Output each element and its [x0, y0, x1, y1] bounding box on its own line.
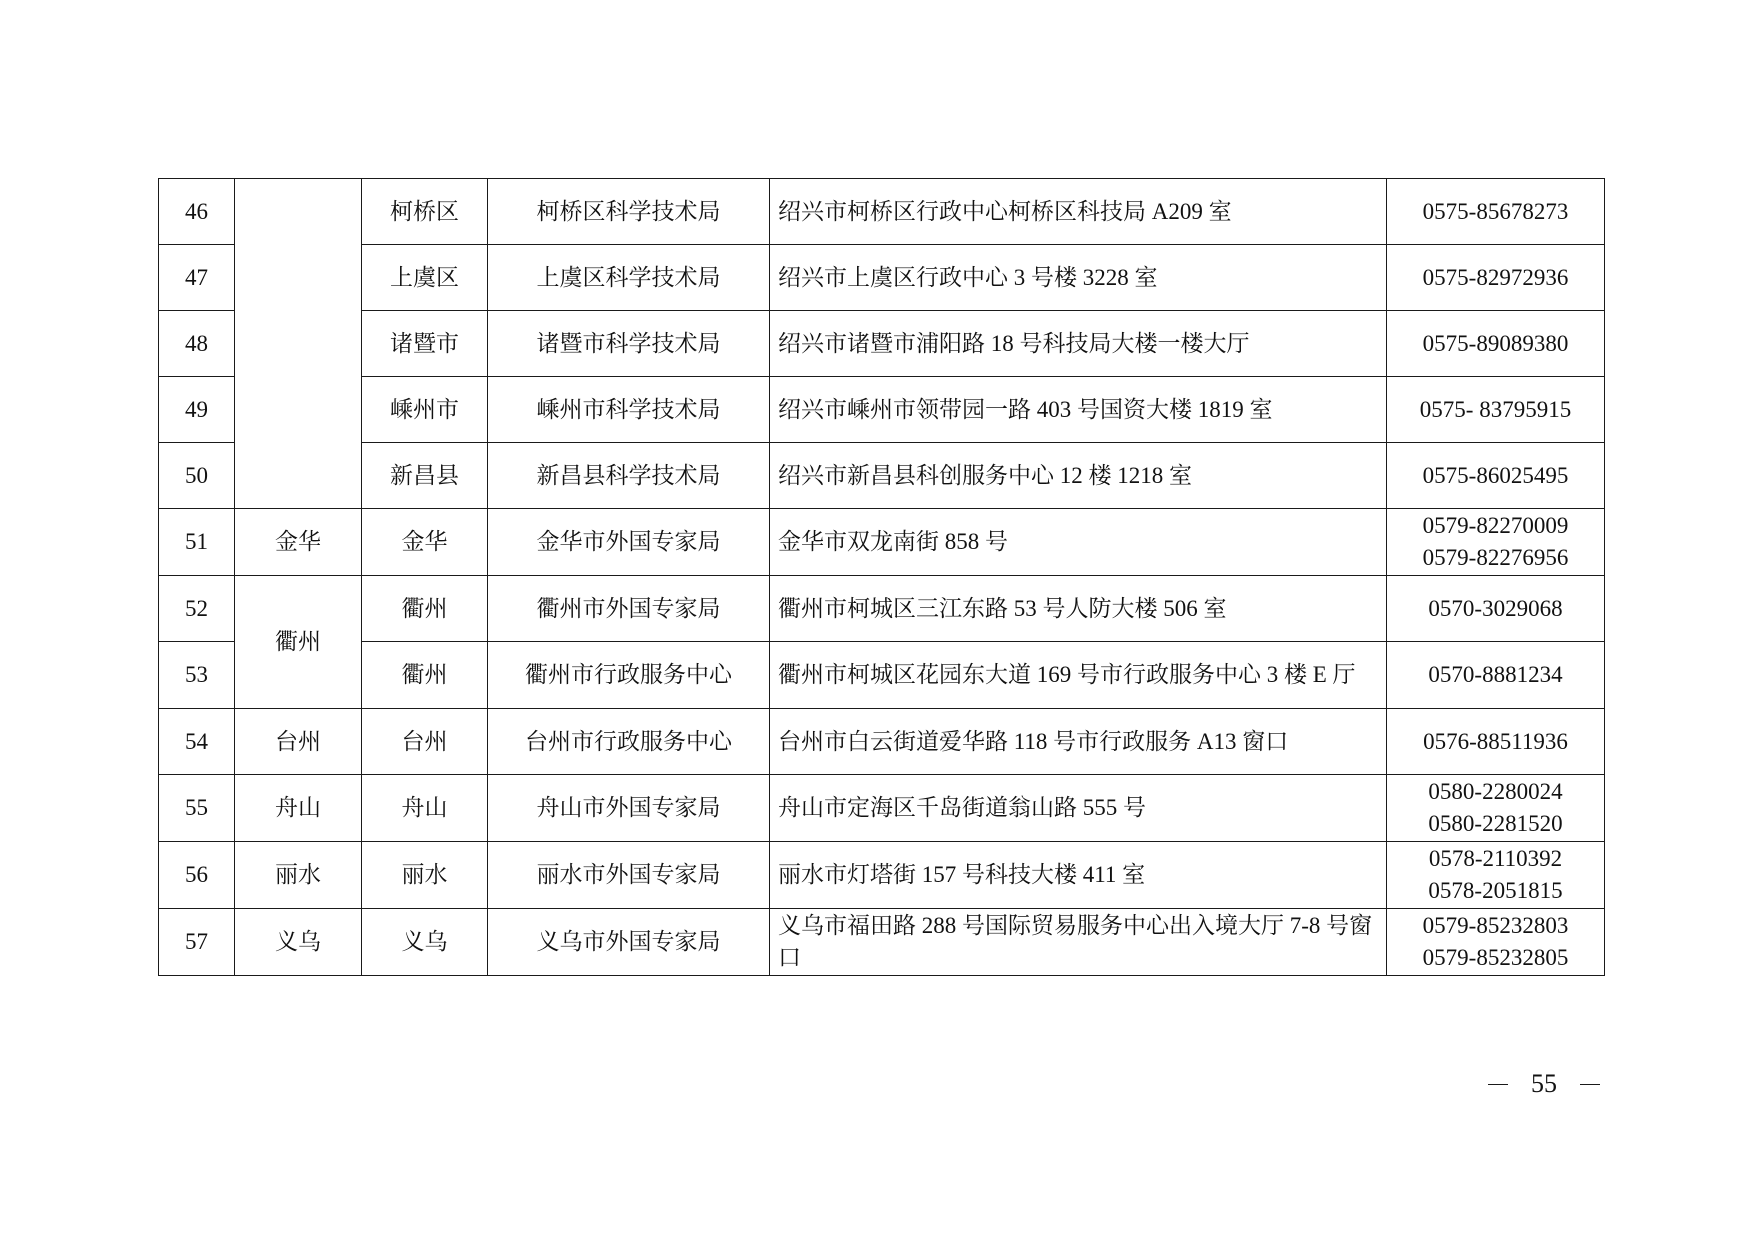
table-row [159, 443, 1605, 509]
phone-number: 0575-82972936 [1422, 264, 1569, 290]
phone-cell [1387, 245, 1605, 311]
address-cell: 绍兴市新昌县科创服务中心 12 楼 1218 室 [770, 443, 1387, 509]
address-cell: 舟山市定海区千岛街道翁山路 555 号 [770, 775, 1387, 842]
row-number: 56 [159, 842, 235, 909]
phone-number: 0579-82270009 [1422, 513, 1569, 539]
address-cell: 衢州市柯城区三江东路 53 号人防大楼 506 室 [770, 576, 1387, 642]
organization-cell: 柯桥区科学技术局 [488, 179, 770, 245]
page-number-text: 55 [1531, 1069, 1557, 1098]
contact-table [158, 178, 1605, 976]
phone-cell [1387, 642, 1605, 709]
table-row [159, 909, 1605, 976]
phone-cell [1387, 311, 1605, 377]
phone-cell [1387, 709, 1605, 775]
district-cell: 新昌县 [362, 443, 488, 509]
district-cell: 金华 [362, 509, 488, 576]
phone-number: 0578-2110392 [1428, 846, 1563, 872]
page-number [1488, 1068, 1600, 1100]
organization-cell: 衢州市外国专家局 [488, 576, 770, 642]
city-cell: 舟山 [235, 775, 362, 842]
district-cell: 舟山 [362, 775, 488, 842]
phone-number: 0578-2051815 [1428, 878, 1563, 903]
phone-number: 0575-86025495 [1422, 462, 1569, 488]
phone-number: 0575- 83795915 [1419, 396, 1572, 422]
row-number: 47 [159, 245, 235, 311]
phone-cell [1387, 842, 1605, 909]
city-cell [235, 179, 362, 509]
organization-cell: 上虞区科学技术局 [488, 245, 770, 311]
phone-cell [1387, 909, 1605, 976]
address-cell: 丽水市灯塔街 157 号科技大楼 411 室 [770, 842, 1387, 909]
phone-cell [1387, 443, 1605, 509]
phone-cell [1387, 775, 1605, 842]
phone-number: 0579-82276956 [1422, 545, 1569, 570]
district-cell: 嵊州市 [362, 377, 488, 443]
phone-cell [1387, 179, 1605, 245]
address-cell: 绍兴市柯桥区行政中心柯桥区科技局 A209 室 [770, 179, 1387, 245]
address-cell: 衢州市柯城区花园东大道 169 号市行政服务中心 3 楼 E 厅 [770, 642, 1387, 709]
table-row [159, 311, 1605, 377]
address-cell: 台州市白云街道爱华路 118 号市行政服务 A13 窗口 [770, 709, 1387, 775]
city-cell: 义乌 [235, 909, 362, 976]
phone-number: 0576-88511936 [1423, 728, 1568, 754]
row-number: 50 [159, 443, 235, 509]
organization-cell: 舟山市外国专家局 [488, 775, 770, 842]
phone-number: 0570-8881234 [1428, 662, 1563, 688]
table-row [159, 179, 1605, 245]
district-cell: 柯桥区 [362, 179, 488, 245]
organization-cell: 衢州市行政服务中心 [488, 642, 770, 709]
phone-number: 0580-2280024 [1428, 779, 1563, 805]
city-cell: 丽水 [235, 842, 362, 909]
row-number: 48 [159, 311, 235, 377]
organization-cell: 台州市行政服务中心 [488, 709, 770, 775]
organization-cell: 金华市外国专家局 [488, 509, 770, 576]
address-cell: 金华市双龙南街 858 号 [770, 509, 1387, 576]
table-row [159, 509, 1605, 576]
address-cell: 义乌市福田路 288 号国际贸易服务中心出入境大厅 7-8 号窗口 [770, 909, 1387, 976]
phone-cell [1387, 509, 1605, 576]
organization-cell: 诸暨市科学技术局 [488, 311, 770, 377]
organization-cell: 丽水市外国专家局 [488, 842, 770, 909]
table-row [159, 775, 1605, 842]
row-number: 46 [159, 179, 235, 245]
table-row [159, 245, 1605, 311]
address-cell: 绍兴市诸暨市浦阳路 18 号科技局大楼一楼大厅 [770, 311, 1387, 377]
table-row [159, 709, 1605, 775]
organization-cell: 嵊州市科学技术局 [488, 377, 770, 443]
district-cell: 上虞区 [362, 245, 488, 311]
table-row [159, 576, 1605, 642]
address-cell: 绍兴市上虞区行政中心 3 号楼 3228 室 [770, 245, 1387, 311]
organization-cell: 新昌县科学技术局 [488, 443, 770, 509]
district-cell: 诸暨市 [362, 311, 488, 377]
phone-number: 0570-3029068 [1428, 595, 1563, 621]
phone-number: 0579-85232805 [1422, 945, 1569, 970]
row-number: 55 [159, 775, 235, 842]
address-cell: 绍兴市嵊州市领带园一路 403 号国资大楼 1819 室 [770, 377, 1387, 443]
table-row [159, 642, 1605, 709]
organization-cell: 义乌市外国专家局 [488, 909, 770, 976]
row-number: 51 [159, 509, 235, 576]
city-cell: 衢州 [235, 576, 362, 709]
district-cell: 丽水 [362, 842, 488, 909]
table-row [159, 842, 1605, 909]
city-cell: 金华 [235, 509, 362, 576]
phone-number: 0575-85678273 [1422, 198, 1569, 224]
district-cell: 台州 [362, 709, 488, 775]
row-number: 57 [159, 909, 235, 976]
phone-number: 0575-89089380 [1422, 330, 1569, 356]
row-number: 49 [159, 377, 235, 443]
row-number: 52 [159, 576, 235, 642]
district-cell: 衢州 [362, 642, 488, 709]
district-cell: 义乌 [362, 909, 488, 976]
district-cell: 衢州 [362, 576, 488, 642]
row-number: 53 [159, 642, 235, 709]
phone-number: 0580-2281520 [1428, 811, 1563, 836]
phone-cell [1387, 377, 1605, 443]
phone-cell [1387, 576, 1605, 642]
city-cell: 台州 [235, 709, 362, 775]
table-row [159, 377, 1605, 443]
phone-number: 0579-85232803 [1422, 913, 1569, 939]
row-number: 54 [159, 709, 235, 775]
